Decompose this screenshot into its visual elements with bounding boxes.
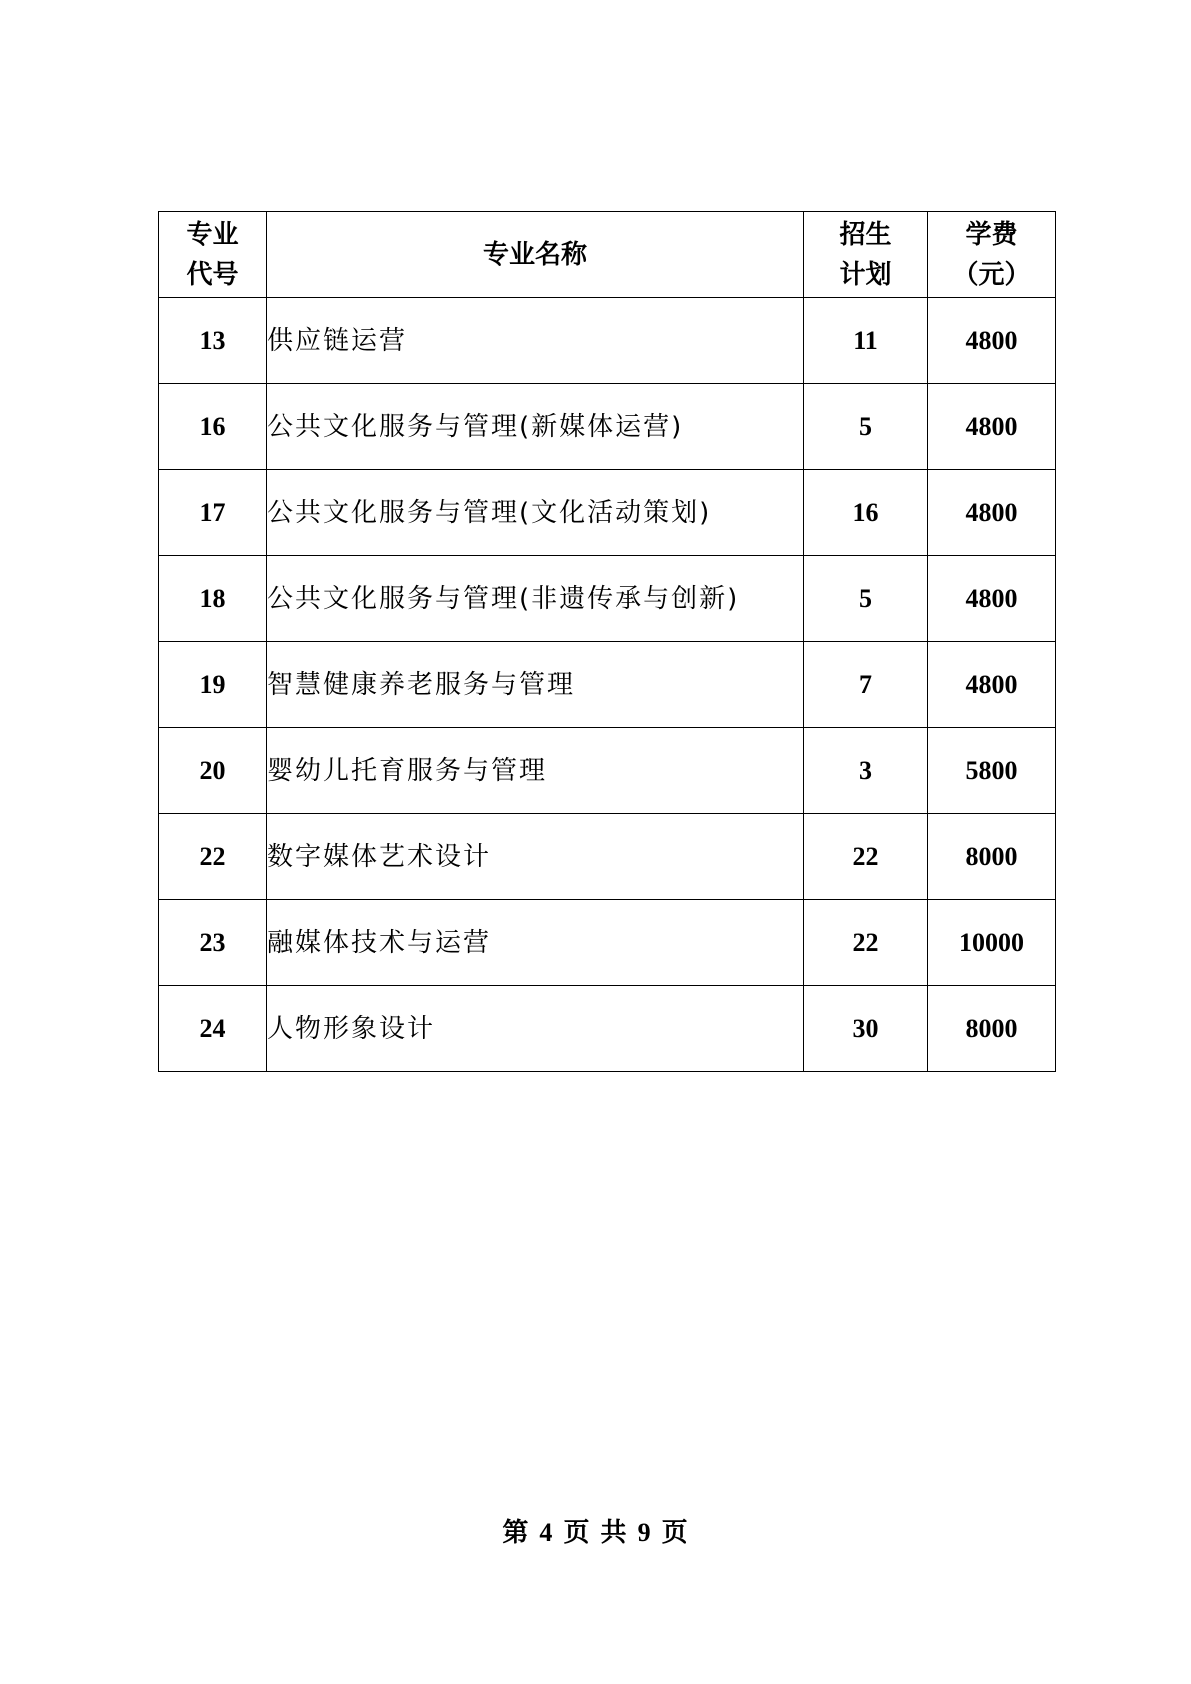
- footer-total-pages: 9: [637, 1518, 652, 1547]
- cell-name: 数字媒体艺术设计: [267, 812, 804, 898]
- cell-fee: 4800: [928, 470, 1056, 556]
- cell-name: 人物形象设计: [267, 984, 804, 1070]
- footer-suffix: 页: [661, 1518, 689, 1548]
- header-code: [159, 212, 267, 298]
- cell-plan: 3: [804, 728, 928, 814]
- cell-name: 智慧健康养老服务与管理: [267, 640, 804, 726]
- cell-plan: 22: [804, 814, 928, 900]
- cell-plan: 11: [804, 298, 928, 384]
- cell-fee: 4800: [928, 298, 1056, 384]
- cell-fee: 8000: [928, 814, 1056, 900]
- cell-code: 18: [159, 556, 267, 642]
- page-footer: [0, 1512, 1191, 1549]
- cell-code: 22: [159, 814, 267, 900]
- header-plan-line-1: 招生: [839, 219, 892, 250]
- cell-name: 供应链运营: [267, 296, 804, 382]
- cell-fee: 8000: [928, 986, 1056, 1072]
- cell-code: 24: [159, 986, 267, 1072]
- cell-name: 公共文化服务与管理(非遗传承与创新): [267, 554, 804, 640]
- header-code-line-2: 代号: [186, 259, 239, 290]
- header-fee-line-2: （元）: [952, 259, 1031, 290]
- cell-fee: 5800: [928, 728, 1056, 814]
- table-row: [159, 470, 1056, 556]
- header-name: 专业名称: [267, 212, 804, 298]
- cell-name: 公共文化服务与管理(文化活动策划): [267, 468, 804, 554]
- cell-plan: 22: [804, 900, 928, 986]
- cell-fee: 4800: [928, 642, 1056, 728]
- cell-fee: 4800: [928, 384, 1056, 470]
- table-row: [159, 728, 1056, 814]
- majors-table: [158, 211, 1056, 1072]
- footer-current-page: 4: [539, 1518, 554, 1547]
- cell-code: 16: [159, 384, 267, 470]
- cell-plan: 5: [804, 384, 928, 470]
- table-row: [159, 900, 1056, 986]
- table-row: [159, 642, 1056, 728]
- table-row: [159, 986, 1056, 1072]
- cell-fee: 4800: [928, 556, 1056, 642]
- cell-code: 19: [159, 642, 267, 728]
- table-header-row: [159, 212, 1056, 298]
- cell-plan: 7: [804, 642, 928, 728]
- header-fee-line-1: 学费: [965, 219, 1018, 250]
- cell-name: 公共文化服务与管理(新媒体运营): [267, 382, 804, 468]
- footer-middle: 页 共: [563, 1518, 628, 1548]
- cell-plan: 16: [804, 470, 928, 556]
- cell-name: 婴幼儿托育服务与管理: [267, 726, 804, 812]
- cell-code: 23: [159, 900, 267, 986]
- cell-plan: 5: [804, 556, 928, 642]
- cell-code: 17: [159, 470, 267, 556]
- header-code-line-1: 专业: [186, 219, 239, 250]
- cell-fee: 10000: [928, 900, 1056, 986]
- header-plan: [804, 212, 928, 298]
- cell-name: 融媒体技术与运营: [267, 898, 804, 984]
- table-row: [159, 384, 1056, 470]
- cell-plan: 30: [804, 986, 928, 1072]
- header-fee: [928, 212, 1056, 298]
- table-row: [159, 556, 1056, 642]
- footer-prefix: 第: [502, 1518, 530, 1548]
- table-row: [159, 814, 1056, 900]
- table-row: [159, 298, 1056, 384]
- header-plan-line-2: 计划: [839, 259, 892, 290]
- cell-code: 13: [159, 298, 267, 384]
- cell-code: 20: [159, 728, 267, 814]
